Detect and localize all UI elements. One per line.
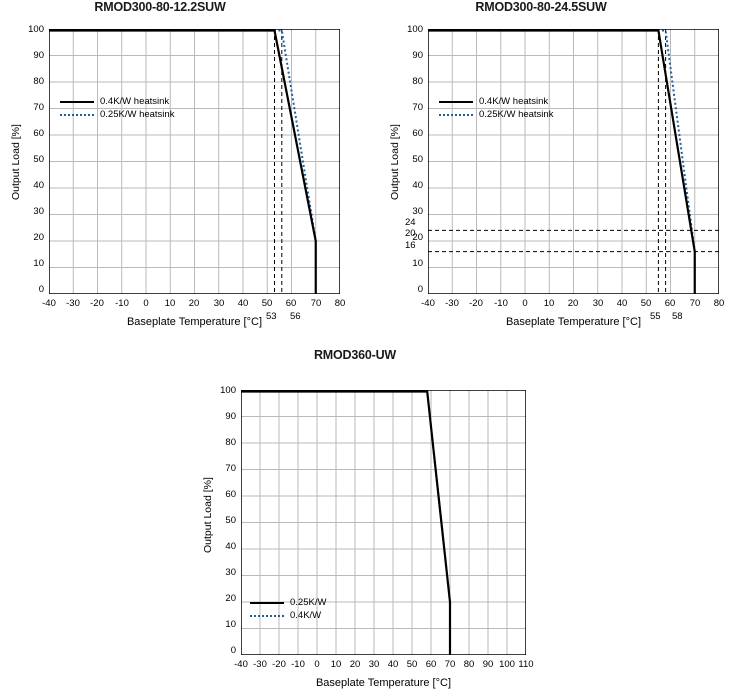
- x-tick-label: 60: [664, 298, 676, 309]
- y-tick-label: 80: [33, 76, 44, 87]
- y-tick-label: 80: [225, 437, 236, 448]
- x-tick-label: 30: [213, 298, 225, 309]
- y-tick-label: 20: [225, 593, 236, 604]
- y-tick-label: 30: [33, 206, 44, 217]
- legend-item: [60, 108, 174, 121]
- x-tick-label: -30: [445, 298, 459, 309]
- x-tick-label: -30: [66, 298, 80, 309]
- y-tick-label: 80: [412, 76, 423, 87]
- y-axis-label: Output Load [%]: [10, 124, 22, 200]
- y-tick-label: 50: [33, 154, 44, 165]
- x-tick-label: -40: [234, 659, 248, 670]
- chart-title: RMOD300-80-24.5SUW: [475, 0, 607, 14]
- x-tick-label: 80: [713, 298, 725, 309]
- legend-label: 0.4K/W: [290, 610, 322, 621]
- y-tick-label: 100: [28, 24, 44, 35]
- y-tick-label: 20: [412, 232, 423, 243]
- y-tick-label: 70: [33, 102, 44, 113]
- chart-rmod300-80-24-5suw: [381, 0, 751, 335]
- legend-label: 0.4K/W heatsink: [100, 96, 170, 107]
- y-tick-label: 10: [33, 258, 44, 269]
- plot-area: [49, 29, 340, 294]
- chart-legend: [60, 95, 174, 121]
- chart-legend: [439, 95, 553, 121]
- legend-item: [60, 95, 174, 108]
- x-tick-label: 10: [164, 298, 176, 309]
- y-tick-label: 30: [412, 206, 423, 217]
- x-axis-label: Baseplate Temperature [°C]: [315, 677, 452, 689]
- y-tick-label: 60: [412, 128, 423, 139]
- y-tick-label: 90: [33, 50, 44, 61]
- x-tick-label: 30: [592, 298, 604, 309]
- x-tick-label: -10: [115, 298, 129, 309]
- y-tick-label: 0: [230, 645, 236, 656]
- y-tick-label: 60: [33, 128, 44, 139]
- x-tick-label: 70: [444, 659, 456, 670]
- x-tick-label: -30: [253, 659, 267, 670]
- x-tick-label: 20: [349, 659, 361, 670]
- y-tick-label: 10: [225, 619, 236, 630]
- x-tick-label: 60: [425, 659, 437, 670]
- chart-title: RMOD360-UW: [313, 348, 397, 362]
- x-tick-label: 20: [188, 298, 200, 309]
- x-tick-label: -20: [90, 298, 104, 309]
- x-tick-label: 50: [406, 659, 418, 670]
- chart-legend: [250, 596, 326, 622]
- y-tick-label: 100: [220, 385, 236, 396]
- annotation-16: 16: [405, 240, 416, 251]
- legend-label: 0.4K/W heatsink: [479, 96, 549, 107]
- x-tick-label: 10: [330, 659, 342, 670]
- x-tick-label: 0: [143, 298, 149, 309]
- y-tick-label: 40: [412, 180, 423, 191]
- x-axis-label: Baseplate Temperature [°C]: [505, 316, 642, 328]
- legend-label: 0.25K/W heatsink: [100, 109, 175, 120]
- x-tick-label: 50: [261, 298, 273, 309]
- annotation-53: 53: [266, 311, 277, 322]
- y-tick-label: 60: [225, 489, 236, 500]
- legend-swatch-dotted-icon: [60, 114, 94, 116]
- x-tick-label: 0: [522, 298, 528, 309]
- y-axis-label: Output Load [%]: [202, 477, 214, 553]
- legend-item: [250, 596, 326, 609]
- chart-rmod360-uw: [190, 348, 570, 698]
- chart-title: RMOD300-80-12.2SUW: [94, 0, 226, 14]
- x-tick-label: -20: [272, 659, 286, 670]
- legend-swatch-solid-icon: [60, 101, 94, 103]
- y-tick-label: 50: [225, 515, 236, 526]
- chart-rmod300-80-12-2suw: [0, 0, 370, 335]
- x-tick-label: 20: [567, 298, 579, 309]
- x-tick-label: -20: [469, 298, 483, 309]
- annotation-55: 55: [650, 311, 661, 322]
- x-tick-label: 0: [314, 659, 320, 670]
- x-tick-label: -10: [291, 659, 305, 670]
- annotation-58: 58: [672, 311, 683, 322]
- x-tick-label: 80: [463, 659, 475, 670]
- legend-item: [439, 108, 553, 121]
- annotation-24: 24: [405, 217, 416, 228]
- y-axis-label: Output Load [%]: [389, 124, 401, 200]
- plot-area: [428, 29, 719, 294]
- legend-label: 0.25K/W: [290, 597, 327, 608]
- x-tick-label: -40: [42, 298, 56, 309]
- y-tick-label: 0: [417, 284, 423, 295]
- y-tick-label: 70: [225, 463, 236, 474]
- x-tick-label: 80: [334, 298, 346, 309]
- x-tick-label: 10: [543, 298, 555, 309]
- x-tick-label: 110: [518, 659, 534, 670]
- legend-swatch-dotted-icon: [439, 114, 473, 116]
- legend-swatch-solid-icon: [439, 101, 473, 103]
- y-tick-label: 50: [412, 154, 423, 165]
- legend-item: [250, 609, 326, 622]
- y-tick-label: 30: [225, 567, 236, 578]
- annotation-20: 20: [405, 228, 416, 239]
- x-tick-label: 40: [616, 298, 628, 309]
- legend-swatch-solid-icon: [250, 602, 284, 604]
- x-tick-label: 90: [482, 659, 494, 670]
- y-tick-label: 90: [412, 50, 423, 61]
- x-tick-label: 40: [237, 298, 249, 309]
- legend-item: [439, 95, 553, 108]
- x-axis-label: Baseplate Temperature [°C]: [126, 316, 263, 328]
- y-tick-label: 10: [412, 258, 423, 269]
- x-tick-label: 70: [310, 298, 322, 309]
- x-tick-label: 40: [387, 659, 399, 670]
- x-tick-label: 30: [368, 659, 380, 670]
- y-tick-label: 20: [33, 232, 44, 243]
- x-tick-label: 60: [285, 298, 297, 309]
- legend-swatch-dotted-icon: [250, 615, 284, 617]
- y-tick-label: 0: [38, 284, 44, 295]
- y-tick-label: 70: [412, 102, 423, 113]
- y-tick-label: 40: [33, 180, 44, 191]
- legend-label: 0.25K/W heatsink: [479, 109, 554, 120]
- x-tick-label: -40: [421, 298, 435, 309]
- x-tick-label: 70: [689, 298, 701, 309]
- x-tick-label: 100: [499, 659, 515, 670]
- x-tick-label: 50: [640, 298, 652, 309]
- y-tick-label: 40: [225, 541, 236, 552]
- y-tick-label: 90: [225, 411, 236, 422]
- x-tick-label: -10: [494, 298, 508, 309]
- annotation-56: 56: [290, 311, 301, 322]
- y-tick-label: 100: [407, 24, 423, 35]
